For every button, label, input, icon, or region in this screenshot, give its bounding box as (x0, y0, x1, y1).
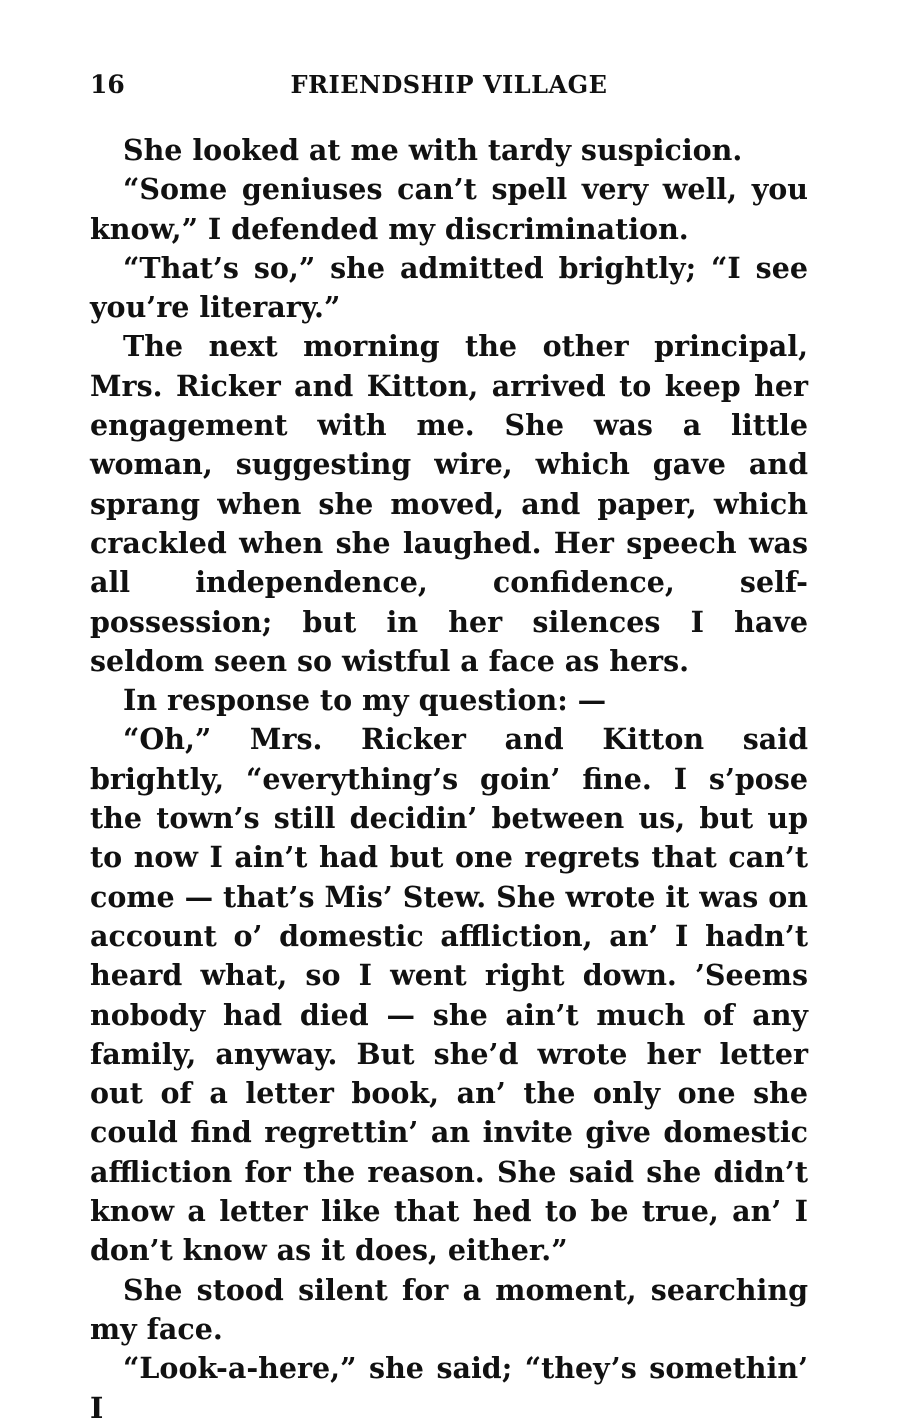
paragraph: “Oh,” Mrs. Ricker and Kitton said brightly, “everything’s goin’ fine. I s’pose the town’s still decidin’ between us, but up to now I ain’t had but one regrets that can’t come — that’s Mis’ Stew. She wrote it was on account o’ domestic affliction, an’ I hadn’t heard what, so I went right down. ’Seems nobody had died — she ain’t much of any family, anyway. But she’d wrote her letter out of a letter book, an’ the only one she could find regrettin’ an invite give domestic affliction for the reason. She said she didn’t know a letter like that hed to be true, an’ I don’t know as it does, either.” (90, 722, 808, 1268)
paragraph: “That’s so,” she admitted brightly; “I see you’re literary.” (90, 250, 808, 325)
body-text (90, 131, 808, 1428)
paragraph: The next morning the other principal, Mrs. Ricker and Kitton, arrived to keep her engagement with me. She was a little woman, suggesting wire, which gave and sprang when she moved, and paper, which crackled when she laughed. Her speech was all independence, confidence, self-possession; but in her silences I have seldom seen so wistful a face as hers. (90, 329, 808, 678)
page-header (90, 70, 808, 106)
paragraph: “Some geniuses can’t spell very well, you know,” I defended my discrimination. (90, 172, 808, 246)
paragraph: In response to my question: — (123, 683, 607, 718)
paragraph: “Look-a-here,” she said; “they’s somethin’ I (90, 1351, 808, 1425)
running-title: FRIENDSHIP VILLAGE (290, 70, 608, 99)
paragraph: She looked at me with tardy suspicion. (123, 133, 743, 167)
page-number: 16 (90, 70, 125, 99)
paragraph: She stood silent for a moment, searching my face. (90, 1272, 808, 1346)
